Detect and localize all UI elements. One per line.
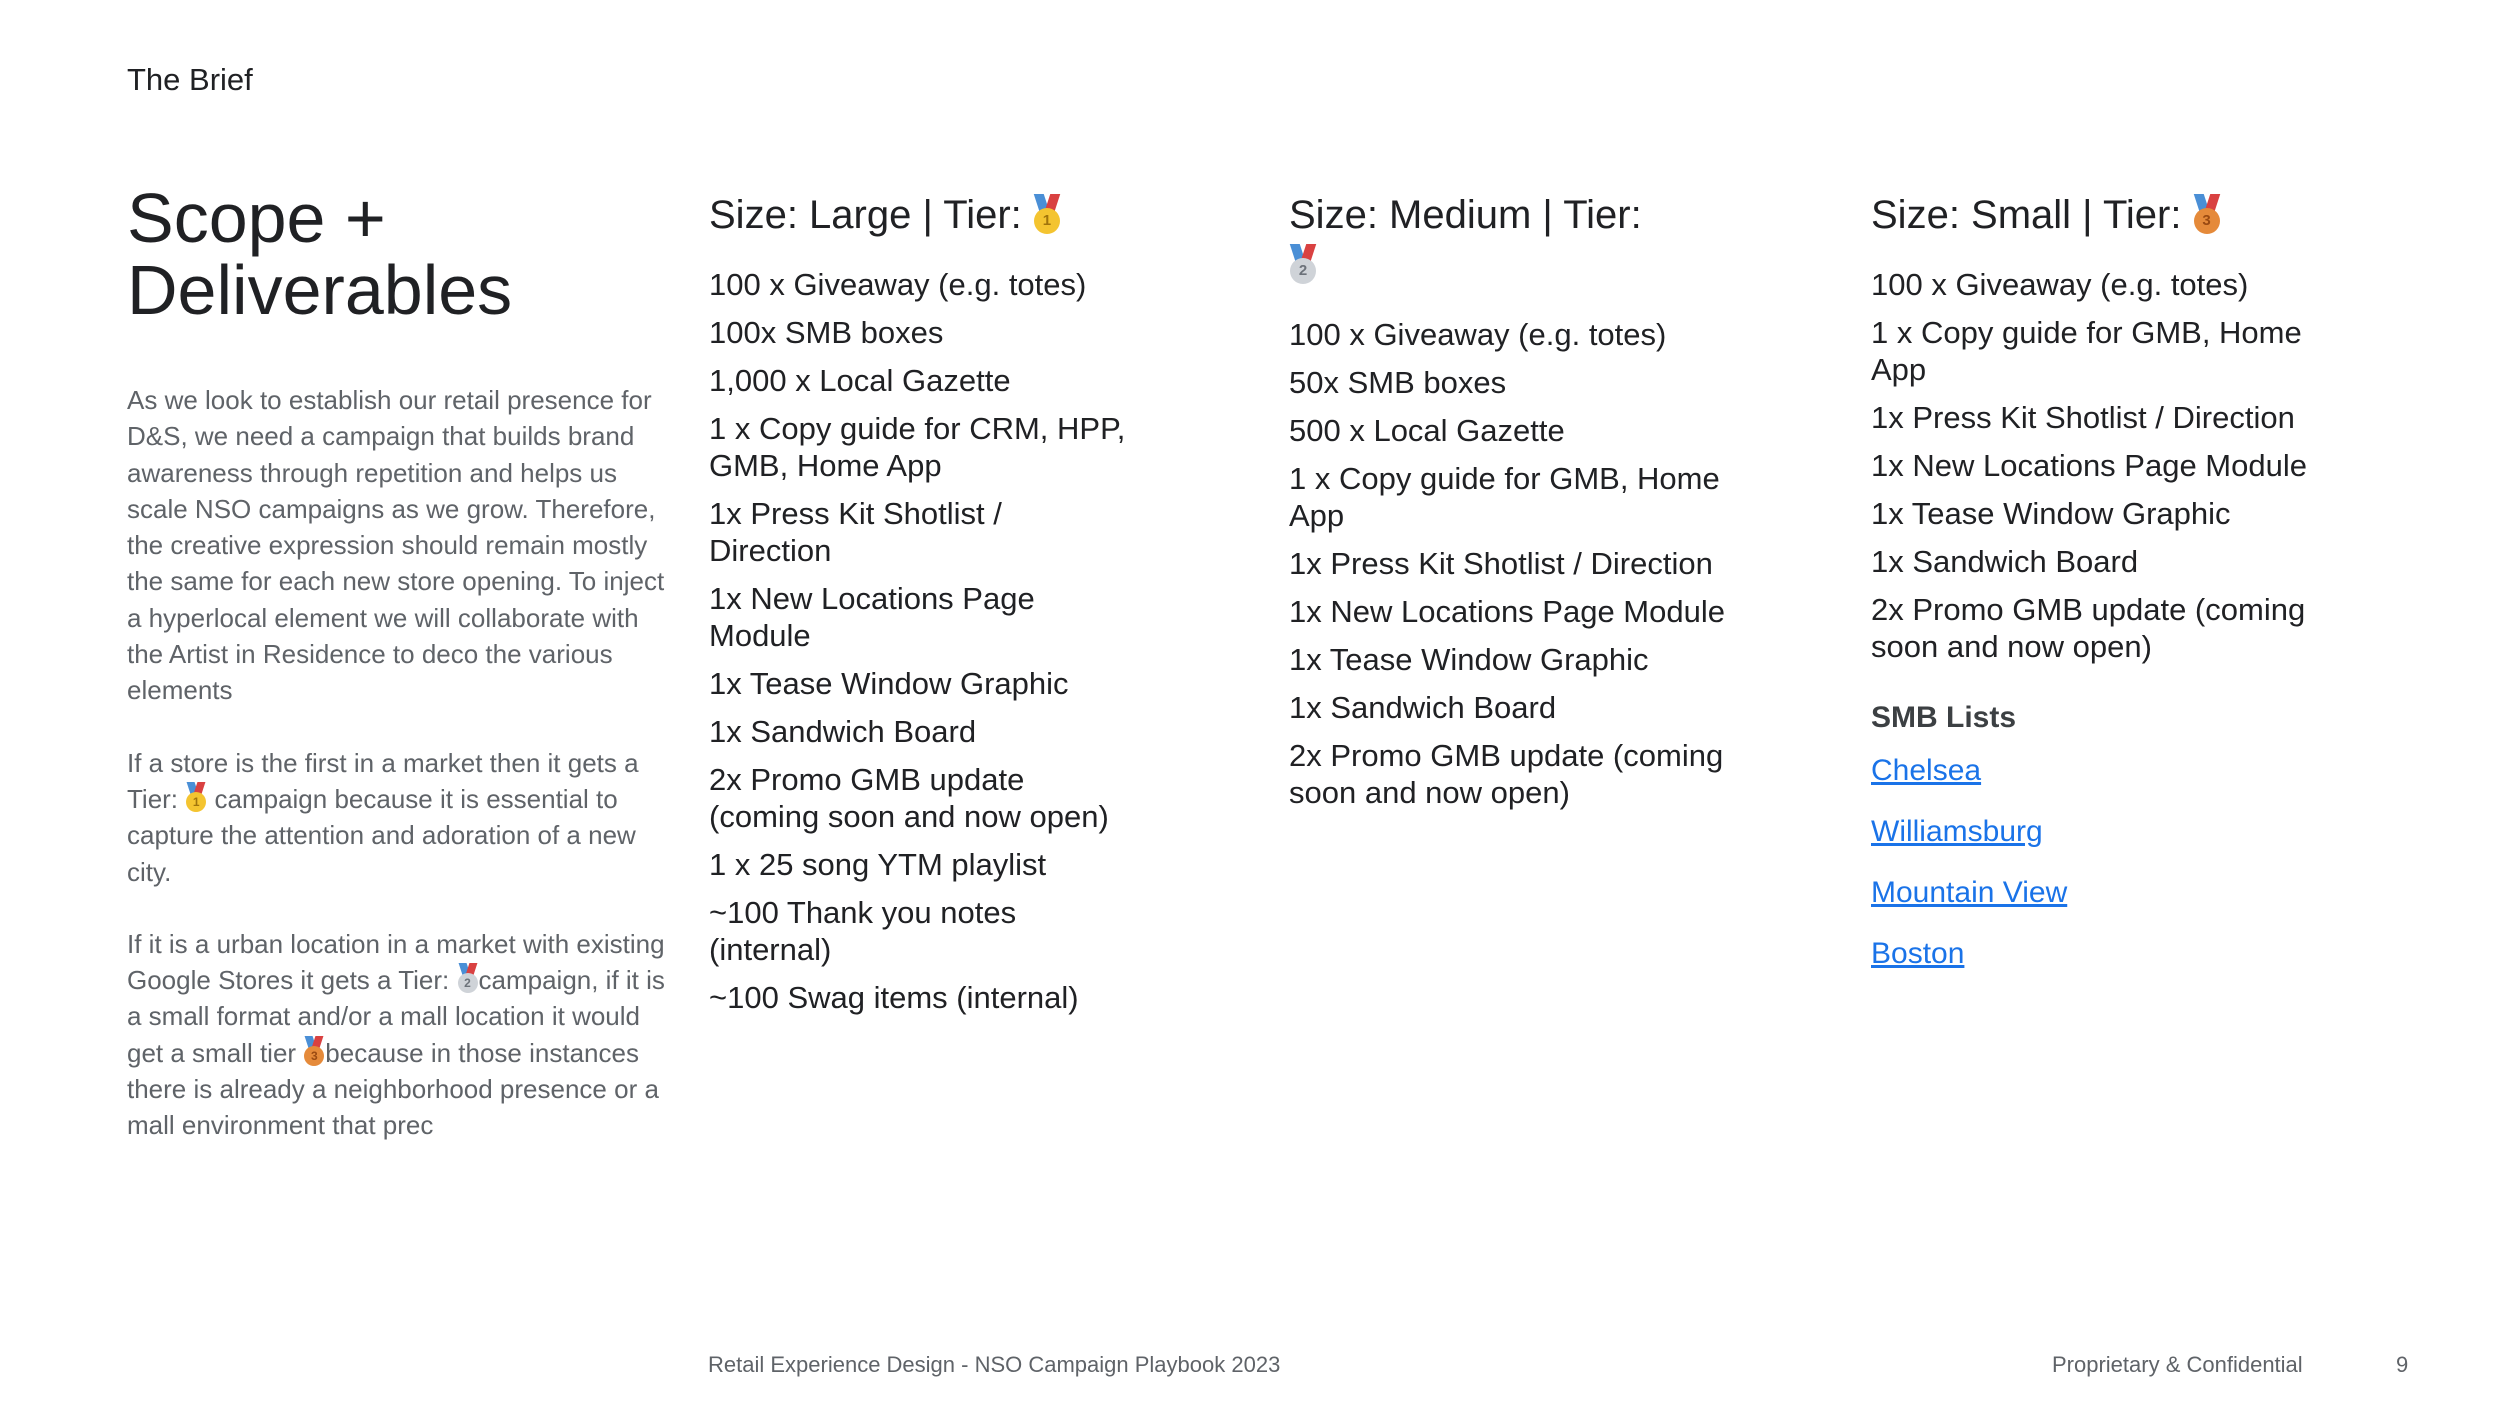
smb-link-item [1871, 753, 2311, 794]
silver-medal-icon: 2 [1289, 244, 1317, 284]
deliverable-item: 500 x Local Gazette [1289, 413, 1565, 448]
intro-paragraph-3-text-b: campaign, if it is a small format and/or a mall location it would get a small tier [127, 965, 665, 1068]
deliverable-item: 1 x Copy guide for GMB, Home App [1289, 461, 1720, 533]
deliverables-list-small [1871, 266, 2311, 665]
intro-paragraph-1: As we look to establish our retail presence for D&S, we need a campaign that builds brand awareness through repetition and helps us scale NSO campaigns as we grow. Therefore, the creative expression should remain mostly the same for each new store opening. To inject a hyperlocal element we will collaborate with the Artist in Residence to deco the various elements [127, 385, 665, 706]
page-number: 9 [2396, 1352, 2409, 1377]
column-medium-heading-text: Size: Medium | Tier: [1289, 193, 1642, 237]
column-small-heading-text: Size: Small | Tier: [1871, 193, 2182, 237]
smb-links-list [1871, 753, 2311, 977]
bronze-medal-icon: 3 [303, 1036, 325, 1066]
deliverable-item: 2x Promo GMB update (coming soon and now open) [1871, 592, 2306, 664]
column-large [709, 190, 1129, 1027]
intro-text [127, 382, 672, 1180]
deliverable-item: 1x Tease Window Graphic [1871, 496, 2231, 531]
smb-lists-title: SMB Lists [1871, 701, 2017, 734]
deliverable-item: 1x New Locations Page Module [709, 581, 1035, 653]
intro-paragraph-3 [127, 926, 672, 1144]
deliverable-item: ~100 Swag items (internal) [709, 980, 1079, 1015]
column-medium-heading [1289, 190, 1739, 290]
deliverable-item: 100 x Giveaway (e.g. totes) [1289, 317, 1667, 352]
smb-link-chelsea[interactable]: Chelsea [1871, 754, 1982, 787]
intro-paragraph-3-text-a: If it is a urban location in a market with existing Google Stores it gets a Tier: [127, 928, 665, 996]
column-medium [1289, 190, 1739, 822]
intro-paragraph-2-text-a: If a store is the first in a market then it gets a Tier: [127, 747, 639, 814]
deliverable-item: ~100 Thank you notes (internal) [709, 895, 1017, 967]
gold-medal-icon: 1 [1033, 194, 1061, 234]
deliverable-item: 1x New Locations Page Module [1871, 448, 2307, 483]
deliverable-item: 1 x Copy guide for CRM, HPP, GMB, Home App [709, 411, 1126, 483]
intro-paragraph-2-text-b: campaign because it is essential to capture the attention and adoration of a new city. [127, 783, 636, 887]
deliverable-item: 1x Press Kit Shotlist / Direction [1871, 400, 2295, 435]
deliverable-item: 1x Tease Window Graphic [709, 666, 1069, 701]
smb-link-williamsburg[interactable]: Williamsburg [1871, 815, 2043, 848]
deliverable-item: 1x Sandwich Board [1871, 544, 2139, 579]
deliverable-item: 1x Press Kit Shotlist / Direction [709, 496, 1002, 568]
deliverable-item: 2x Promo GMB update (coming soon and now open) [1289, 738, 1724, 810]
section-label: The Brief [127, 62, 253, 97]
column-small [1871, 190, 2311, 997]
deliverable-item: 50x SMB boxes [1289, 365, 1507, 400]
deliverable-item: 2x Promo GMB update (coming soon and now open) [709, 762, 1109, 834]
deliverable-item: 1x Tease Window Graphic [1289, 642, 1649, 677]
column-large-heading [709, 190, 1129, 240]
intro-paragraph-3-text-c: because in those instances there is already a neighborhood presence or a mall environment that prec [127, 1037, 659, 1141]
deliverable-item: 1x Press Kit Shotlist / Direction [1289, 546, 1713, 581]
footer-confidential: Proprietary & Confidential [2052, 1352, 2303, 1377]
smb-link-boston[interactable]: Boston [1871, 937, 1965, 970]
page-title [127, 179, 647, 329]
footer-title: Retail Experience Design - NSO Campaign Playbook 2023 [708, 1352, 1281, 1377]
bronze-medal-icon: 3 [2193, 194, 2221, 234]
silver-medal-icon: 2 [457, 963, 479, 993]
column-small-heading [1871, 190, 2311, 240]
deliverable-item: 100x SMB boxes [709, 315, 944, 350]
deliverable-item: 1x Sandwich Board [709, 714, 977, 749]
deliverable-item: 100 x Giveaway (e.g. totes) [1871, 267, 2249, 302]
page-title-line-1: Scope + [127, 179, 386, 257]
smb-link-item [1871, 936, 2311, 977]
deliverable-item: 1 x Copy guide for GMB, Home App [1871, 315, 2302, 387]
deliverable-item: 100 x Giveaway (e.g. totes) [709, 267, 1087, 302]
smb-link-item [1871, 875, 2311, 916]
deliverables-list-large [709, 266, 1129, 1016]
smb-link-mountain-view[interactable]: Mountain View [1871, 876, 2068, 909]
deliverable-item: 1x Sandwich Board [1289, 690, 1557, 725]
deliverable-item: 1,000 x Local Gazette [709, 363, 1011, 398]
gold-medal-icon: 1 [185, 782, 207, 812]
smb-link-item [1871, 814, 2311, 855]
deliverable-item: 1x New Locations Page Module [1289, 594, 1725, 629]
deliverables-list-medium [1289, 316, 1739, 811]
intro-paragraph-2 [127, 745, 672, 890]
column-large-heading-text: Size: Large | Tier: [709, 193, 1022, 237]
page-title-line-2: Deliverables [127, 251, 513, 329]
deliverable-item: 1 x 25 song YTM playlist [709, 847, 1047, 882]
